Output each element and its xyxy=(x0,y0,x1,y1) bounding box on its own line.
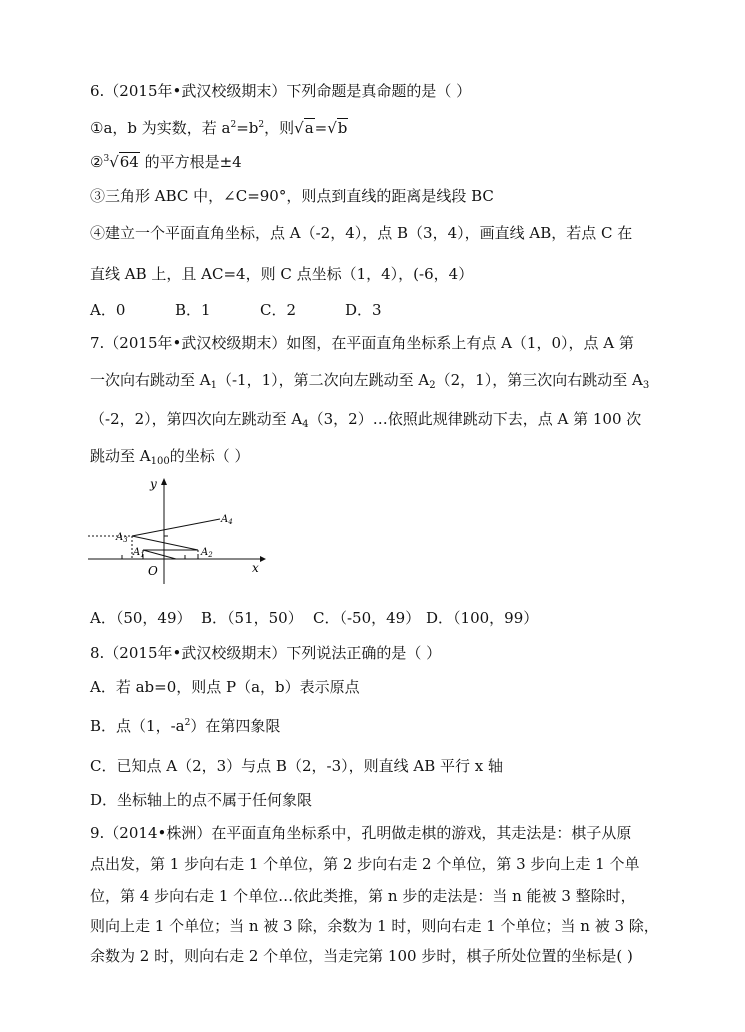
q7-text: （3，2）…依照此规律跳动下去，点 A 第 100 次 xyxy=(308,410,642,428)
a3-label: $A_3$ xyxy=(116,532,128,544)
q9-line-3: 位，第 4 步向右走 1 个单位…依此类推，第 n 步的走法是：当 n 能被 3 整除时， xyxy=(90,887,636,905)
q7-line-2 xyxy=(90,370,649,396)
q9-line-2: 点出发，第 1 步向右走 1 个单位，第 2 步向右走 2 个单位，第 3 步向上走 1 个单 xyxy=(90,855,640,873)
q7-sub: 100 xyxy=(150,456,170,467)
q6-option-b: B．1 xyxy=(175,301,211,319)
cube-root-index: 3 xyxy=(103,154,110,164)
q7-option-a: A．（50，49） xyxy=(90,609,192,627)
q7-line-4 xyxy=(90,446,249,472)
q6-s2-text: 的平方根是±4 xyxy=(139,153,242,171)
sqrt-b: √b xyxy=(327,119,348,137)
origin-label: O xyxy=(148,564,158,578)
q7-option-b: B．（51，50） xyxy=(201,609,303,627)
q8-option-a: A．若 ab=0，则点 P（a，b）表示原点 xyxy=(90,678,360,696)
q7-text: （-2，2），第四次向左跳动至 A xyxy=(90,410,303,428)
q9-line-4: 则向上走 1 个单位；当 n 被 3 除，余数为 1 时，则向右走 1 个单位；当 n 被 3 除， xyxy=(90,917,659,935)
q7-text: 跳动至 A xyxy=(90,447,151,465)
q6-s2-text: ② xyxy=(90,153,104,171)
cube-root-64: √64 xyxy=(109,153,139,171)
q6-options xyxy=(90,300,382,320)
q7-sub: 1 xyxy=(210,380,217,391)
q6-statement-1 xyxy=(90,115,348,138)
q7-sub: 4 xyxy=(302,419,309,430)
q7-line-3 xyxy=(90,409,641,435)
q8-option-d: D．坐标轴上的点不属于任何象限 xyxy=(90,791,313,809)
q7-text: （-1，1），第二次向左跳动至 A xyxy=(216,371,430,389)
q6-s1-text: ①a，b 为实数，若 a xyxy=(90,119,231,137)
q6-s1-sup: 2 xyxy=(230,120,237,130)
q6-statement-2 xyxy=(90,149,242,172)
q7-sub: 3 xyxy=(642,380,650,391)
q6-option-d: D．3 xyxy=(345,301,382,319)
q8-b-text: ）在第四象限 xyxy=(190,717,281,735)
q7-option-c: C．（-50，49） xyxy=(313,609,421,627)
q6-option-c: C．2 xyxy=(260,301,297,319)
q6-s1-sup: 2 xyxy=(258,120,265,130)
y-axis-label: y xyxy=(150,477,157,491)
q6-s1-text: ，则 xyxy=(264,119,295,137)
q8-stem: 8.（2015年•武汉校级期末）下列说法正确的是（ ） xyxy=(90,644,442,662)
q8-b-sup: 2 xyxy=(184,718,191,728)
q7-options xyxy=(90,608,538,628)
q7-text: （2，1），第三次向右跳动至 A xyxy=(435,371,643,389)
q6-option-a: A．0 xyxy=(90,301,126,319)
a2-label: $A_2$ xyxy=(201,547,213,559)
q6-statement-3: ③三角形 ABC 中，∠C=90°，则点到直线的距离是线段 BC xyxy=(90,187,494,205)
sqrt-a: √a xyxy=(294,119,314,137)
q9-line-5: 余数为 2 时，则向右走 2 个单位，当走完第 100 步时，棋子所处位置的坐标是( ) xyxy=(90,947,633,965)
q7-sub: 2 xyxy=(429,380,436,391)
q7-line-1: 7.（2015年•武汉校级期末）如图，在平面直角坐标系上有点 A（1，0），点 A 第 xyxy=(90,334,634,352)
a1-label: $A_1$ xyxy=(133,547,145,559)
y-axis-arrow xyxy=(161,478,167,485)
q7-option-d: D．（100，99） xyxy=(426,609,539,627)
q9-line-1: 9.（2014•株洲）在平面直角坐标系中，孔明做走棋的游戏，其走法是：棋子从原 xyxy=(90,824,632,842)
q6-statement-4b: 直线 AB 上，且 AC=4，则 C 点坐标（1，4），(-6，4） xyxy=(90,265,474,283)
x-axis-label: x xyxy=(252,561,259,575)
x-axis-arrow xyxy=(260,556,266,562)
q6-statement-4a: ④建立一个平面直角坐标，点 A（-2，4），点 B（3，4），画直线 AB，若点 C 在 xyxy=(90,224,633,242)
a4-label: $A_4$ xyxy=(221,514,233,526)
q6-stem: 6.（2015年•武汉校级期末）下列命题是真命题的是（ ） xyxy=(90,82,472,100)
q8-option-c: C．已知点 A（2，3）与点 B（2，-3），则直线 AB 平行 x 轴 xyxy=(90,757,504,775)
q8-b-text: B．点（1，-a xyxy=(90,717,185,735)
q6-s1-text: =b xyxy=(236,119,259,137)
q7-text: 的坐标（ ） xyxy=(169,447,250,465)
q8-option-b xyxy=(90,713,280,736)
jump-figure xyxy=(88,474,268,586)
q6-s1-eq: = xyxy=(314,119,328,137)
q7-text: 一次向右跳动至 A xyxy=(90,371,211,389)
